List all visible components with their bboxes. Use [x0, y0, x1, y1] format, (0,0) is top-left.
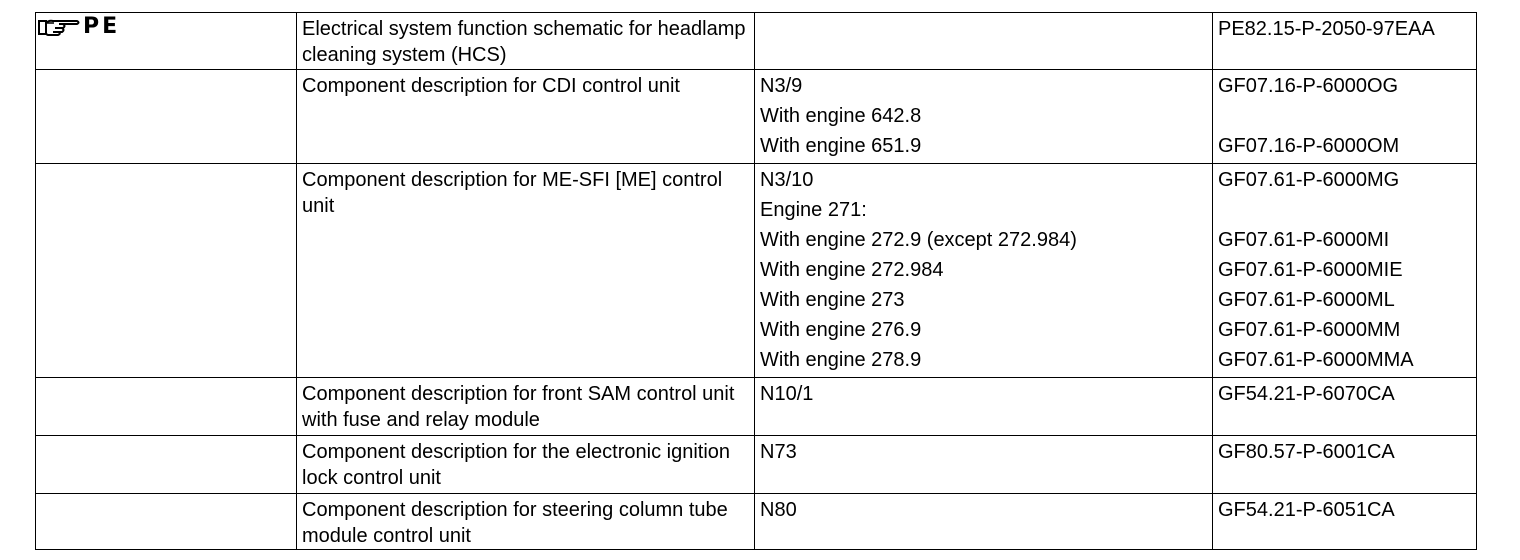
component-cell: [755, 164, 1213, 378]
document-reference: GF54.21-P-6070CA: [1218, 383, 1395, 405]
document-reference: GF07.16-P-6000OG: [1218, 75, 1399, 97]
component-line: With engine 278.9: [760, 349, 922, 371]
reference-cell: [1213, 13, 1477, 70]
reference-cell: [1213, 70, 1477, 164]
component-cell: [755, 436, 1213, 494]
reference-table-body: [36, 13, 1477, 550]
marker-cell: [36, 494, 297, 550]
table-row: [36, 436, 1477, 494]
document-reference: GF07.61-P-6000MG: [1218, 169, 1400, 191]
doc-marker-cell: [36, 13, 297, 70]
doc-marker: [36, 13, 296, 41]
component-line: N3/9: [760, 75, 803, 97]
document-reference: GF07.61-P-6000MIE: [1218, 259, 1403, 281]
reference-cell: [1213, 494, 1477, 550]
component-line: [760, 16, 1206, 46]
row-description: Electrical system function schematic for headlamp cleaning system (HCS): [302, 18, 746, 66]
table-row: [36, 70, 1477, 164]
document-reference: GF54.21-P-6051CA: [1218, 499, 1395, 521]
component-line: N80: [760, 499, 797, 521]
marker-cell: [36, 164, 297, 378]
document-reference: GF07.61-P-6000MI: [1218, 229, 1390, 251]
description-cell: [297, 164, 755, 378]
row-description: Component description for the electronic ignition lock control unit: [302, 441, 731, 489]
component-line: Engine 271:: [760, 199, 867, 221]
document-reference: [1218, 103, 1470, 133]
component-line: N10/1: [760, 383, 814, 405]
row-description: Component description for CDI control unit: [302, 75, 680, 97]
document-reference: GF07.16-P-6000OM: [1218, 135, 1400, 157]
description-cell: [297, 13, 755, 70]
row-description: Component description for steering column tube module control unit: [302, 499, 728, 547]
document-reference: PE82.15-P-2050-97EAA: [1218, 18, 1435, 40]
description-cell: [297, 70, 755, 164]
table-row: [36, 494, 1477, 550]
document-reference: GF07.61-P-6000ML: [1218, 289, 1395, 311]
document-reference: GF07.61-P-6000MMA: [1218, 349, 1414, 371]
component-cell: [755, 378, 1213, 436]
doc-marker-label: PE: [83, 14, 121, 39]
table-row: [36, 164, 1477, 378]
row-description: Component description for front SAM control unit with fuse and relay module: [302, 383, 735, 431]
document-reference: GF07.61-P-6000MM: [1218, 319, 1401, 341]
reference-cell: [1213, 164, 1477, 378]
table-row: [36, 13, 1477, 70]
row-description: Component description for ME-SFI [ME] control unit: [302, 169, 723, 217]
reference-table: [35, 12, 1477, 550]
marker-cell: [36, 378, 297, 436]
document-reference: GF80.57-P-6001CA: [1218, 441, 1395, 463]
component-line: With engine 642.8: [760, 105, 922, 127]
table-row: [36, 378, 1477, 436]
component-line: With engine 272.9 (except 272.984): [760, 229, 1077, 251]
reference-cell: [1213, 378, 1477, 436]
component-line: With engine 651.9: [760, 135, 922, 157]
component-line: With engine 273: [760, 289, 905, 311]
component-line: With engine 272.984: [760, 259, 944, 281]
component-line: N73: [760, 441, 797, 463]
component-cell: [755, 70, 1213, 164]
description-cell: [297, 378, 755, 436]
marker-cell: [36, 436, 297, 494]
component-cell: [755, 13, 1213, 70]
component-cell: [755, 494, 1213, 550]
component-line: N3/10: [760, 169, 814, 191]
document-reference: [1218, 197, 1470, 227]
component-line: With engine 276.9: [760, 319, 922, 341]
reference-cell: [1213, 436, 1477, 494]
marker-cell: [36, 70, 297, 164]
description-cell: [297, 436, 755, 494]
description-cell: [297, 494, 755, 550]
pointing-hand-icon: [37, 16, 81, 38]
